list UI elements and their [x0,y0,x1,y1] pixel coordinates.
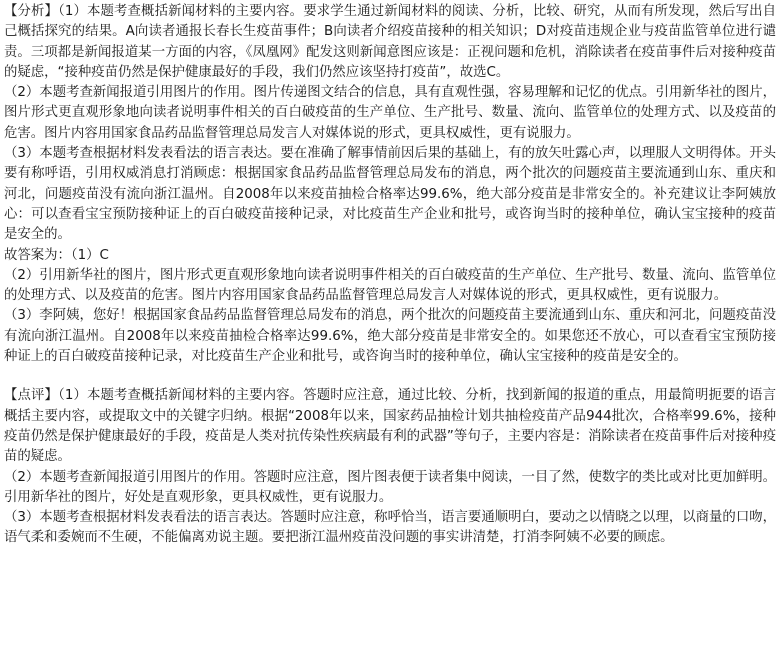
comment-paragraph-2: （2）本题考查新闻报道引用图片的作用。答题时应注意，图片图表便于读者集中阅读，一目了然，使数字的类比或对比更加鲜明。引用新华社的图片，好处是直观形象，更具权威性，更有说服力。 [4,469,776,505]
answer-paragraph-2: （2）引用新华社的图片，图片形式更直观形象地向读者说明事件相关的百白破疫苗的生产单位、生产批号、数量、流向、监管单位的处理方式、以及疫苗的危害。图片内容用国家食品药品监督管理总局发言人对媒体说的形式，更具权威性，更有说服力。 [4,267,776,304]
answer-paragraph-3: （3）李阿姨，您好！根据国家食品药品监督管理总局发布的消息，两个批次的问题疫苗主要流通到山东、重庆和河北，问题疫苗没有流向浙江温州。自2008年以来疫苗抽检合格率达99.6%，绝大部分疫苗是非常安全的。如果您还不放心，可以查看宝宝预防接种证上的百白破疫苗接种记录，对比疫苗生产企业和批号，或咨询当时的接种单位，确认宝宝接种的疫苗是安全的。 [4,308,776,365]
analysis-paragraph-1: 【分析】（1）本题考查概括新闻材料的主要内容。要求学生通过新闻材料的阅读、分析，比较、研究，从而有所发现，然后写出自己概括探究的结果。A向读者通报长春长生疫苗事件；B向读者介绍疫苗接种的相关知识；D对疫苗违规企业与疫苗监管单位进行谴责。三项都是新闻报道某一方面的内容，《凤凰网》配发这则新闻意图应该是：正视问题和危机，消除读者在疫苗事件后对接种疫苗的疑虑，“接种疫苗仍然是保护健康最好的手段，我们仍然应该坚持打疫苗”，故选C。 [4,4,776,80]
comment-paragraph-1: 【点评】（1）本题考查概括新闻材料的主要内容。答题时应注意，通过比较、分析，找到新闻的报道的重点，用最简明扼要的语言概括主要内容，或提取文中的关键字归纳。根据“2008年以来，国家药品抽检计划共抽检疫苗产品944批次，合格率99.6%，接种疫苗仍然是保护健康最好的手段，疫苗是人类对抗传染性疾病最有利的武器”等句子，主要内容是：消除读者在疫苗事件后对接种疫苗的疑虑。 [4,388,776,465]
section-spacer [4,367,776,386]
answer-section [4,246,776,368]
analysis-section [4,2,776,246]
analysis-paragraph-3: （3）本题考查根据材料发表看法的语言表达。要在准确了解事情前因后果的基础上，有的放矢吐露心声，以理服人文明得体。开头要有称呼语，引用权威消息打消顾虑：根据国家食品药品监督管理总局发布的消息，两个批次的问题疫苗主要流通到山东、重庆和河北，问题疫苗没有流向浙江温州。自2008年以来疫苗抽检合格率达99.6%，绝大部分疫苗是非常安全的。补充建议让李阿姨放心：可以查看宝宝预防接种证上的百白破疫苗接种记录，对比疫苗生产企业和批号，或咨询当时的接种单位，确认宝宝接种的疫苗是安全的。 [4,146,776,243]
answer-paragraph-1: 故答案为：（1）C [4,247,109,263]
analysis-paragraph-2: （2）本题考查新闻报道引用图片的作用。图片传递图文结合的信息，具有直观性强，容易理解和记忆的优点。引用新华社的图片，图片形式更直观形象地向读者说明事件相关的百白破疫苗的生产单位、生产批号、数量、流向、监管单位的处理方式、以及疫苗的危害。图片内容用国家食品药品监督管理总局发言人对媒体说的形式，更具权威性，更有说服力。 [4,85,776,141]
comment-paragraph-3: （3）本题考查根据材料发表看法的语言表达。答题时应注意，称呼恰当，语言要通顺明白，要动之以情晓之以理，以商量的口吻，语气柔和委婉而不生硬，不能偏离劝说主题。要把浙江温州疫苗没问题的事实讲清楚，打消李阿姨不必要的顾虑。 [4,510,776,546]
comment-section [4,386,776,548]
